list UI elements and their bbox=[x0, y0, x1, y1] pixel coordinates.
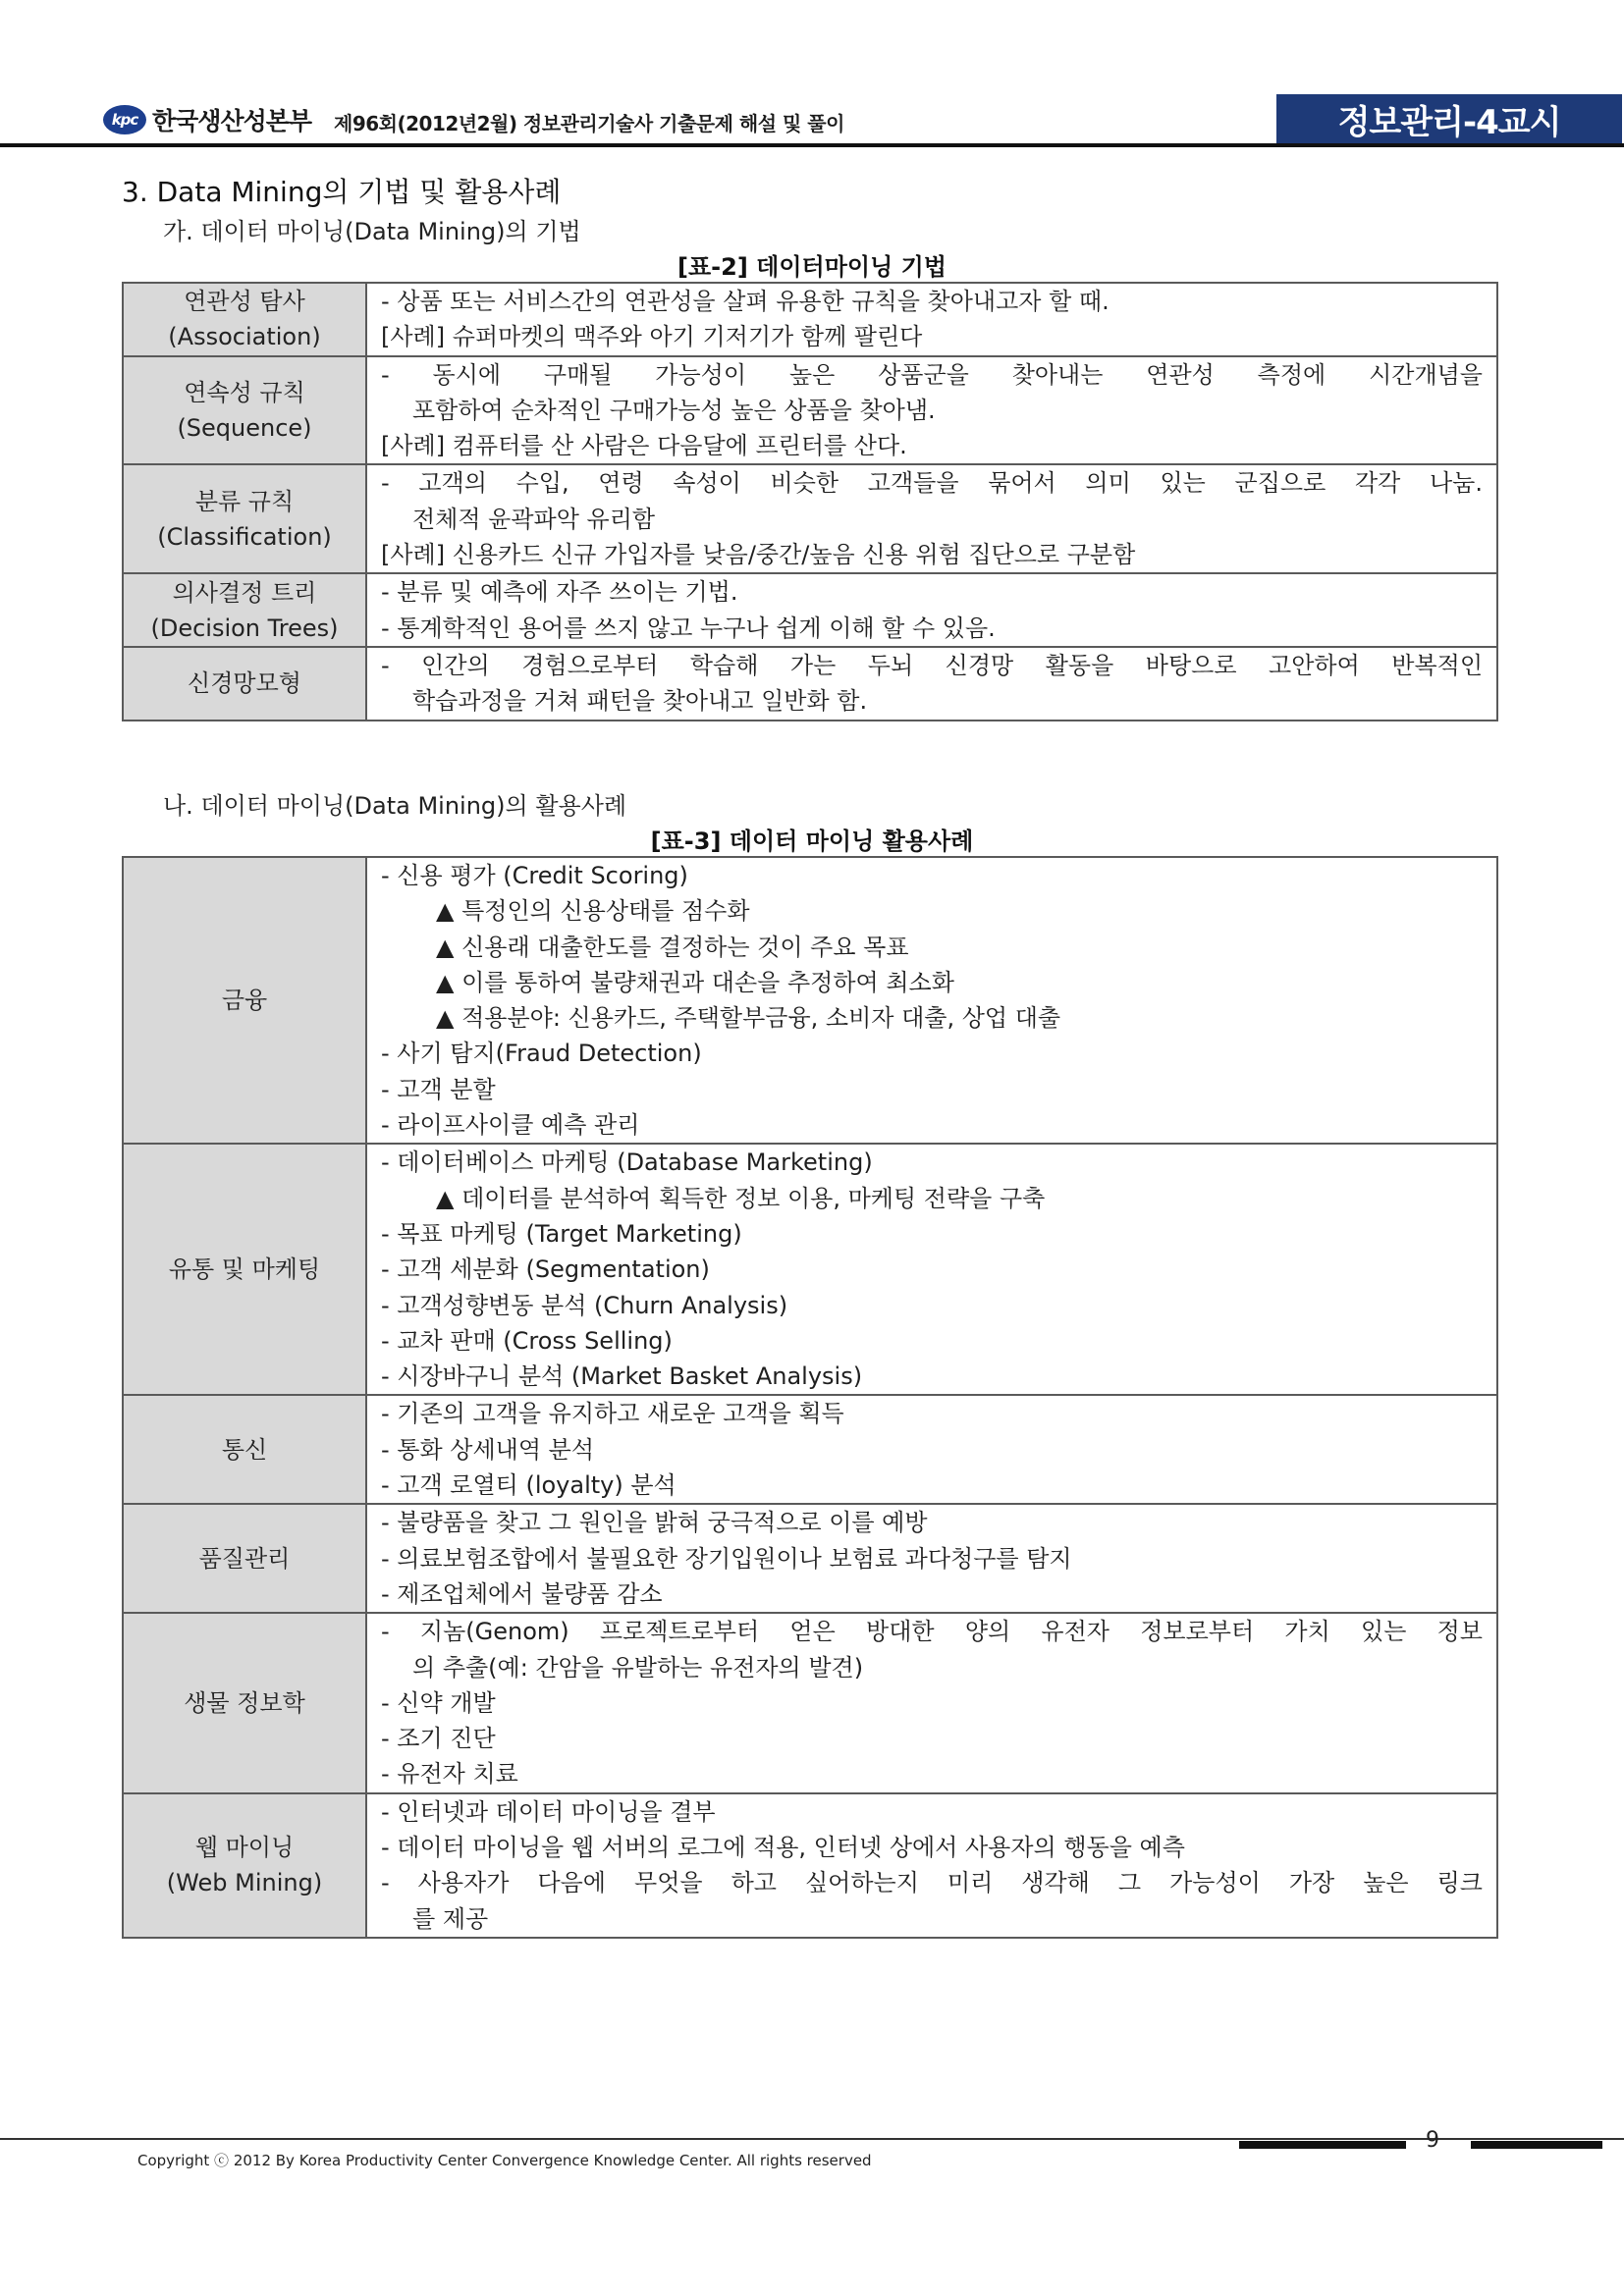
table-row bbox=[123, 1395, 1497, 1504]
table-row bbox=[123, 1613, 1497, 1792]
row-label: 웹 마이닝 (Web Mining) bbox=[123, 1793, 366, 1938]
table-row bbox=[123, 1144, 1497, 1395]
row-label: 의사결정 트리 (Decision Trees) bbox=[123, 573, 366, 647]
table-row bbox=[123, 1504, 1497, 1613]
row-content: - 분류 및 예측에 자주 쓰이는 기법. - 통계학적인 용어를 쓰지 않고 누구나 쉽게 이해 할 수 있음. bbox=[366, 573, 1497, 647]
part-a-heading: 가. 데이터 마이닝(Data Mining)의 기법 bbox=[163, 218, 581, 245]
session-tag: 정보관리-4교시 bbox=[1276, 94, 1622, 143]
row-content: - 상품 또는 서비스간의 연관성을 살펴 유용한 규칙을 찾아내고자 할 때. [사례] 슈퍼마켓의 맥주와 아기 기저기가 함께 팔린다 bbox=[366, 283, 1497, 356]
copyright-notice: Copyright ⓒ 2012 By Korea Productivity Center Convergence Knowledge Center. All rights reserved bbox=[137, 2152, 872, 2169]
header-divider bbox=[0, 143, 1624, 147]
table-2-caption: [표-2] 데이터마이닝 기법 bbox=[677, 253, 947, 281]
row-content: - 인간의 경험으로부터 학습해 가는 두뇌 신경망 활동을 바탕으로 고안하여 반복적인 학습과정을 거쳐 패턴을 찾아내고 일반화 함. bbox=[366, 647, 1497, 721]
row-content: - 기존의 고객을 유지하고 새로운 고객을 획득 - 통화 상세내역 분석 - 고객 로열티 (loyalty) 분석 bbox=[366, 1395, 1497, 1504]
row-label: 품질관리 bbox=[123, 1504, 366, 1613]
row-label: 금융 bbox=[123, 857, 366, 1144]
page-number: 9 bbox=[1426, 2128, 1439, 2153]
table-3-caption: [표-3] 데이터 마이닝 활용사례 bbox=[650, 828, 974, 855]
row-content: - 동시에 구매될 가능성이 높은 상품군을 찾아내는 연관성 측정에 시간개념을 포함하여 순차적인 구매가능성 높은 상품을 찾아냄. [사례] 컴퓨터를 산 사람은 다음달에 프린터를 산다. bbox=[366, 356, 1497, 465]
data-mining-techniques-table bbox=[122, 282, 1498, 721]
row-content: - 지놈(Genom) 프로젝트로부터 얻은 방대한 양의 유전자 정보로부터 가치 있는 정보 의 추출(예: 간암을 유발하는 유전자의 발견) - 신약 개발 - 조기 진단 - 유전자 치료 bbox=[366, 1613, 1497, 1792]
table-row bbox=[123, 857, 1497, 1144]
row-content: - 불량품을 찾고 그 원인을 밝혀 궁극적으로 이를 예방 - 의료보험조합에서 불필요한 장기입원이나 보험료 과다청구를 탐지 - 제조업체에서 불량품 감소 bbox=[366, 1504, 1497, 1613]
row-content: - 고객의 수입, 연령 속성이 비슷한 고객들을 묶어서 의미 있는 군집으로 각각 나눔. 전체적 윤곽파악 유리함 [사례] 신용카드 신규 가입자를 낮음/중간/높음 신용 위험 집단으로 구분함 bbox=[366, 464, 1497, 573]
row-label: 연관성 탐사 (Association) bbox=[123, 283, 366, 356]
table-row bbox=[123, 356, 1497, 465]
data-mining-cases-table bbox=[122, 856, 1498, 1939]
row-content: - 인터넷과 데이터 마이닝을 결부 - 데이터 마이닝을 웹 서버의 로그에 적용, 인터넷 상에서 사용자의 행동을 예측 - 사용자가 다음에 무엇을 하고 싶어하는지 미리 생각해 그 가능성이 가장 높은 링크 를 제공 bbox=[366, 1793, 1497, 1938]
kpc-logo-icon: kpc bbox=[103, 105, 146, 134]
row-label: 생물 정보학 bbox=[123, 1613, 366, 1792]
row-label: 연속성 규칙 (Sequence) bbox=[123, 356, 366, 465]
org-name: 한국생산성본부 bbox=[152, 107, 312, 135]
footer-bar-left bbox=[1239, 2141, 1406, 2149]
table-row bbox=[123, 464, 1497, 573]
row-content: - 데이터베이스 마케팅 (Database Marketing) ▲ 데이터를 분석하여 획득한 정보 이용, 마케팅 전략을 구축 - 목표 마케팅 (Target Marketing) - 고객 세분화 (Segmentation) - 고객성향변동 분석 (Churn Analysis) - 교차 판매 (Cross Selling) - 시장바구니 분석 (Market Basket Analysis) bbox=[366, 1144, 1497, 1395]
row-label: 통신 bbox=[123, 1395, 366, 1504]
table-row bbox=[123, 283, 1497, 356]
row-label: 유통 및 마케팅 bbox=[123, 1144, 366, 1395]
part-b-heading: 나. 데이터 마이닝(Data Mining)의 활용사례 bbox=[163, 792, 627, 820]
table-row bbox=[123, 647, 1497, 721]
org-logo bbox=[103, 102, 311, 137]
page-header bbox=[0, 94, 1624, 153]
row-label: 신경망모형 bbox=[123, 647, 366, 721]
footer-bar-right bbox=[1471, 2141, 1602, 2149]
row-content: - 신용 평가 (Credit Scoring) ▲ 특정인의 신용상태를 점수화 ▲ 신용래 대출한도를 결정하는 것이 주요 목표 ▲ 이를 통하여 불량채권과 대손을 추정하여 최소화 ▲ 적용분야: 신용카드, 주택할부금융, 소비자 대출, 상업 대출 - 사기 탐지(Fraud Detection) - 고객 분할 - 라이프사이클 예측 관리 bbox=[366, 857, 1497, 1144]
table-row bbox=[123, 573, 1497, 647]
section-title: 3. Data Mining의 기법 및 활용사례 bbox=[122, 176, 562, 208]
footer-divider bbox=[0, 2138, 1624, 2140]
exam-title: 제96회(2012년2월) 정보관리기술사 기출문제 해설 및 풀이 bbox=[334, 112, 844, 135]
table-row bbox=[123, 1793, 1497, 1938]
row-label: 분류 규칙 (Classification) bbox=[123, 464, 366, 573]
